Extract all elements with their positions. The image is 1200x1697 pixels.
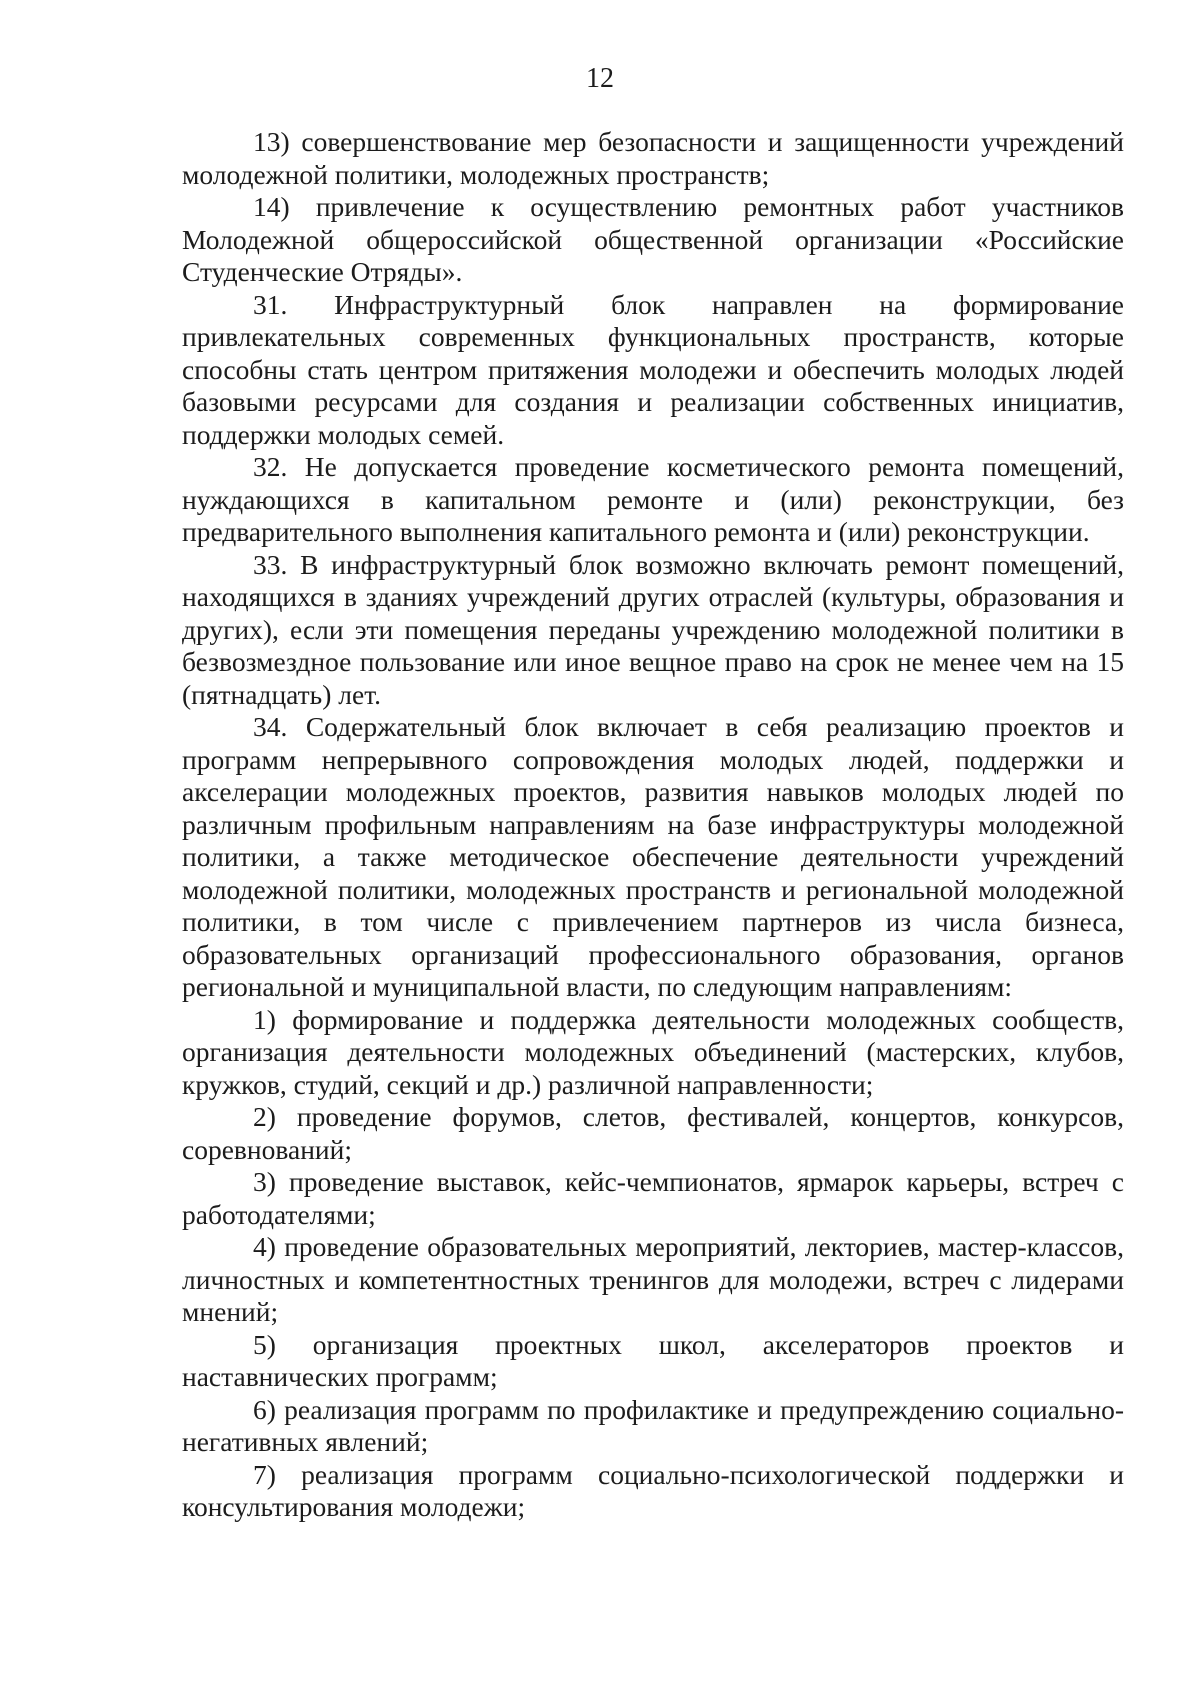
list-item-5: 5) организация проектных школ, акселераторов проектов и наставнических программ; (182, 1328, 1124, 1392)
list-item-4: 4) проведение образовательных мероприятий, лекториев, мастер-классов, личностных и компетентностных тренингов для молодежи, встреч с лидерами мнений; (182, 1231, 1124, 1327)
paragraph-34: 34. Содержательный блок включает в себя реализацию проектов и программ непрерывного сопровождения молодых людей, поддержки и акселерации молодежных проектов, развития навыков молодых людей по различным профильным направлениям на базе инфраструктуры молодежной политики, а также методическое обеспечение деятельности учреждений молодежной политики, молодежных пространств и региональной молодежной политики, в том числе с привлечением партнеров из числа бизнеса, образовательных организаций профессионального образования, органов региональной и муниципальной власти, по следующим направлениям: (182, 711, 1124, 1002)
paragraph-32: 32. Не допускается проведение косметического ремонта помещений, нуждающихся в капитальном ремонте и (или) реконструкции, без предварительного выполнения капитального ремонта и (или) реконструкции. (182, 451, 1124, 547)
paragraph-item-13: 13) совершенствование мер безопасности и защищенности учреждений молодежной политики, молодежных пространств; (182, 126, 1124, 190)
list-item-3: 3) проведение выставок, кейс-чемпионатов, ярмарок карьеры, встреч с работодателями; (182, 1166, 1124, 1230)
list-item-1: 1) формирование и поддержка деятельности молодежных сообществ, организация деятельности молодежных объединений (мастерских, клубов, кружков, студий, секций и др.) различной направленности; (182, 1003, 1124, 1100)
list-item-7: 7) реализация программ социально-психологической поддержки и консультирования молодежи; (182, 1458, 1124, 1522)
paragraph-item-14: 14) привлечение к осуществлению ремонтных работ участников Молодежной общероссийской общественной организации «Российские Студенческие Отряды». (182, 191, 1124, 287)
page-number: 12 (586, 63, 614, 94)
paragraph-31: 31. Инфраструктурный блок направлен на формирование привлекательных современных функциональных пространств, которые способны стать центром притяжения молодежи и обеспечить молодых людей базовыми ресурсами для создания и реализации собственных инициатив, поддержки молодых семей. (182, 288, 1124, 450)
document-body (182, 126, 1124, 1524)
list-item-6: 6) реализация программ по профилактике и предупреждению социально-негативных явлений; (182, 1393, 1124, 1457)
list-item-2: 2) проведение форумов, слетов, фестивалей, концертов, конкурсов, соревнований; (182, 1101, 1124, 1165)
paragraph-33: 33. В инфраструктурный блок возможно включать ремонт помещений, находящихся в зданиях учреждений других отраслей (культуры, образования и других), если эти помещения переданы учреждению молодежной политики в безвозмездное пользование или иное вещное право на срок не менее чем на 15 (пятнадцать) лет. (182, 548, 1124, 710)
